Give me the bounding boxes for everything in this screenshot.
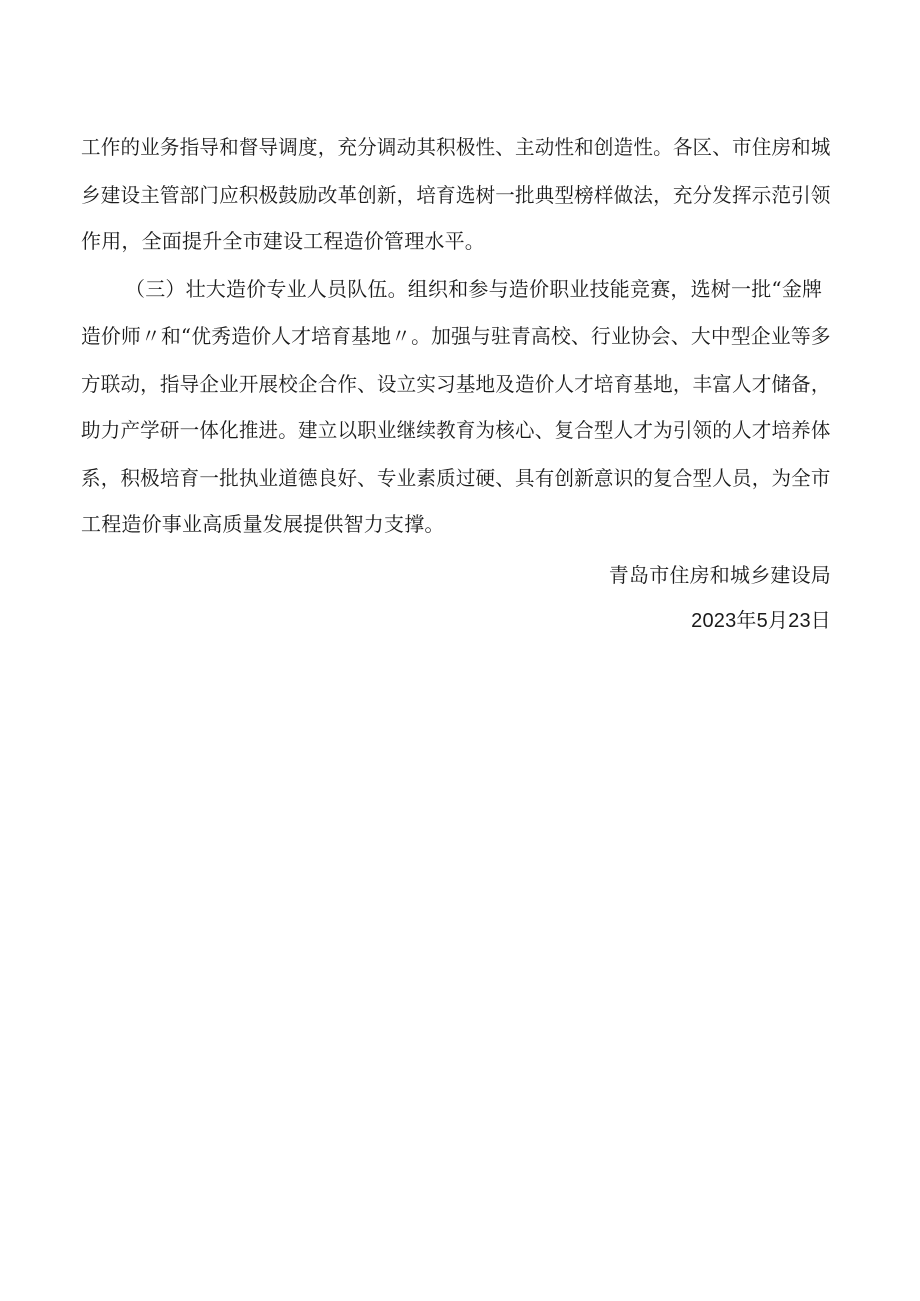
paragraph2-line-5: 系，积极培育一批执业道德良好、专业素质过硬、具有创新意识的复合型人员，为全市 [81, 466, 831, 490]
paragraph1-line-3: 作用，全面提升全市建设工程造价管理水平。 [81, 229, 485, 253]
paragraph1-line-1: 工作的业务指导和督导调度，充分调动其积极性、主动性和创造性。各区、市住房和城 [81, 135, 831, 159]
signature-issuer: 青岛市住房和城乡建设局 [608, 563, 831, 587]
paragraph2-line-1: （三）壮大造价专业人员队伍。组织和参与造价职业技能竞赛，选树一批“金牌 [125, 277, 823, 301]
signature-date: 2023年5月23日 [691, 610, 831, 632]
paragraph2-line-6: 工程造价事业高质量发展提供智力支撑。 [81, 512, 445, 536]
paragraph2-line-2: 造价师〃和“优秀造价人才培育基地〃。加强与驻青高校、行业协会、大中型企业等多 [81, 324, 831, 348]
paragraph2-line-4: 助力产学研一体化推进。建立以职业继续教育为核心、复合型人才为引领的人才培养体 [81, 418, 831, 442]
paragraph1-line-2: 乡建设主管部门应积极鼓励改革创新，培育选树一批典型榜样做法，充分发挥示范引领 [81, 183, 831, 207]
paragraph2-line-3: 方联动，指导企业开展校企合作、设立实习基地及造价人才培育基地，丰富人才储备， [81, 372, 831, 396]
